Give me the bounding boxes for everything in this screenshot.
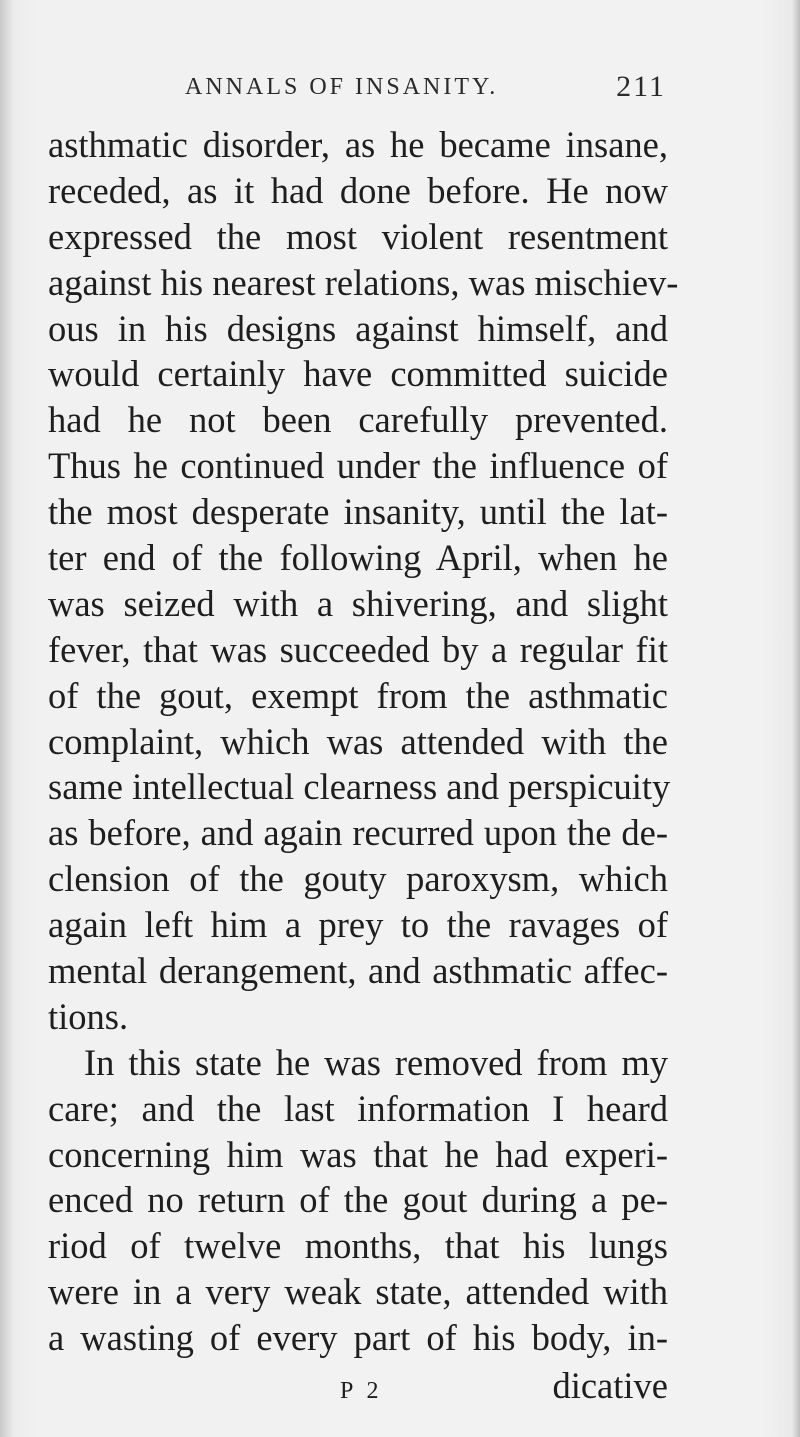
catchword: dicative bbox=[552, 1365, 668, 1406]
text-line: a wasting of every part of his body, in- bbox=[48, 1317, 668, 1359]
body-text bbox=[48, 122, 679, 1361]
text-line: fever, that was succeeded by a regular fit bbox=[48, 628, 668, 670]
text-line: as before, and again recurred upon the de- bbox=[48, 812, 668, 854]
text-line: clension of the gouty paroxysm, which bbox=[48, 858, 668, 900]
text-line: complaint, which was attended with the bbox=[48, 720, 668, 762]
text-line: concerning him was that he had experi- bbox=[48, 1133, 668, 1175]
signature-mark: P 2 bbox=[340, 1378, 383, 1404]
running-head: ANNALS OF INSANITY. bbox=[185, 74, 499, 100]
text-line: would certainly have committed suicide bbox=[48, 353, 668, 395]
page-footer bbox=[48, 1364, 670, 1410]
text-line: Thus he continued under the influence of bbox=[48, 445, 668, 487]
text-line: expressed the most violent resentment bbox=[48, 215, 668, 257]
text-line: had he not been carefully prevented. bbox=[48, 399, 668, 441]
text-line: same intellectual clearness and perspicuity bbox=[48, 766, 671, 808]
text-line: the most desperate insanity, until the lat- bbox=[48, 491, 668, 533]
text-line: were in a very weak state, attended with bbox=[48, 1271, 668, 1313]
text-line: riod of twelve months, that his lungs bbox=[48, 1225, 668, 1267]
text-line: mental derangement, and asthmatic affec- bbox=[48, 950, 668, 992]
text-line: was seized with a shivering, and slight bbox=[48, 582, 668, 624]
paragraph-end-line: tions. bbox=[48, 995, 129, 1037]
text-line: ous in his designs against himself, and bbox=[48, 307, 668, 349]
paragraph-start-line: In this state he was removed from my bbox=[84, 1041, 668, 1083]
text-line: ter end of the following April, when he bbox=[48, 537, 668, 579]
page-number: 211 bbox=[616, 70, 666, 103]
page-header bbox=[48, 70, 670, 110]
text-line: asthmatic disorder, as he became insane, bbox=[48, 124, 668, 165]
text-line: against his nearest relations, was mischiev- bbox=[48, 261, 679, 303]
text-line: again left him a prey to the ravages of bbox=[48, 904, 668, 946]
text-line: enced no return of the gout during a pe- bbox=[48, 1179, 668, 1221]
text-line: care; and the last information I heard bbox=[48, 1087, 668, 1129]
text-line: of the gout, exempt from the asthmatic bbox=[48, 674, 668, 716]
text-line: receded, as it had done before. He now bbox=[48, 169, 668, 211]
